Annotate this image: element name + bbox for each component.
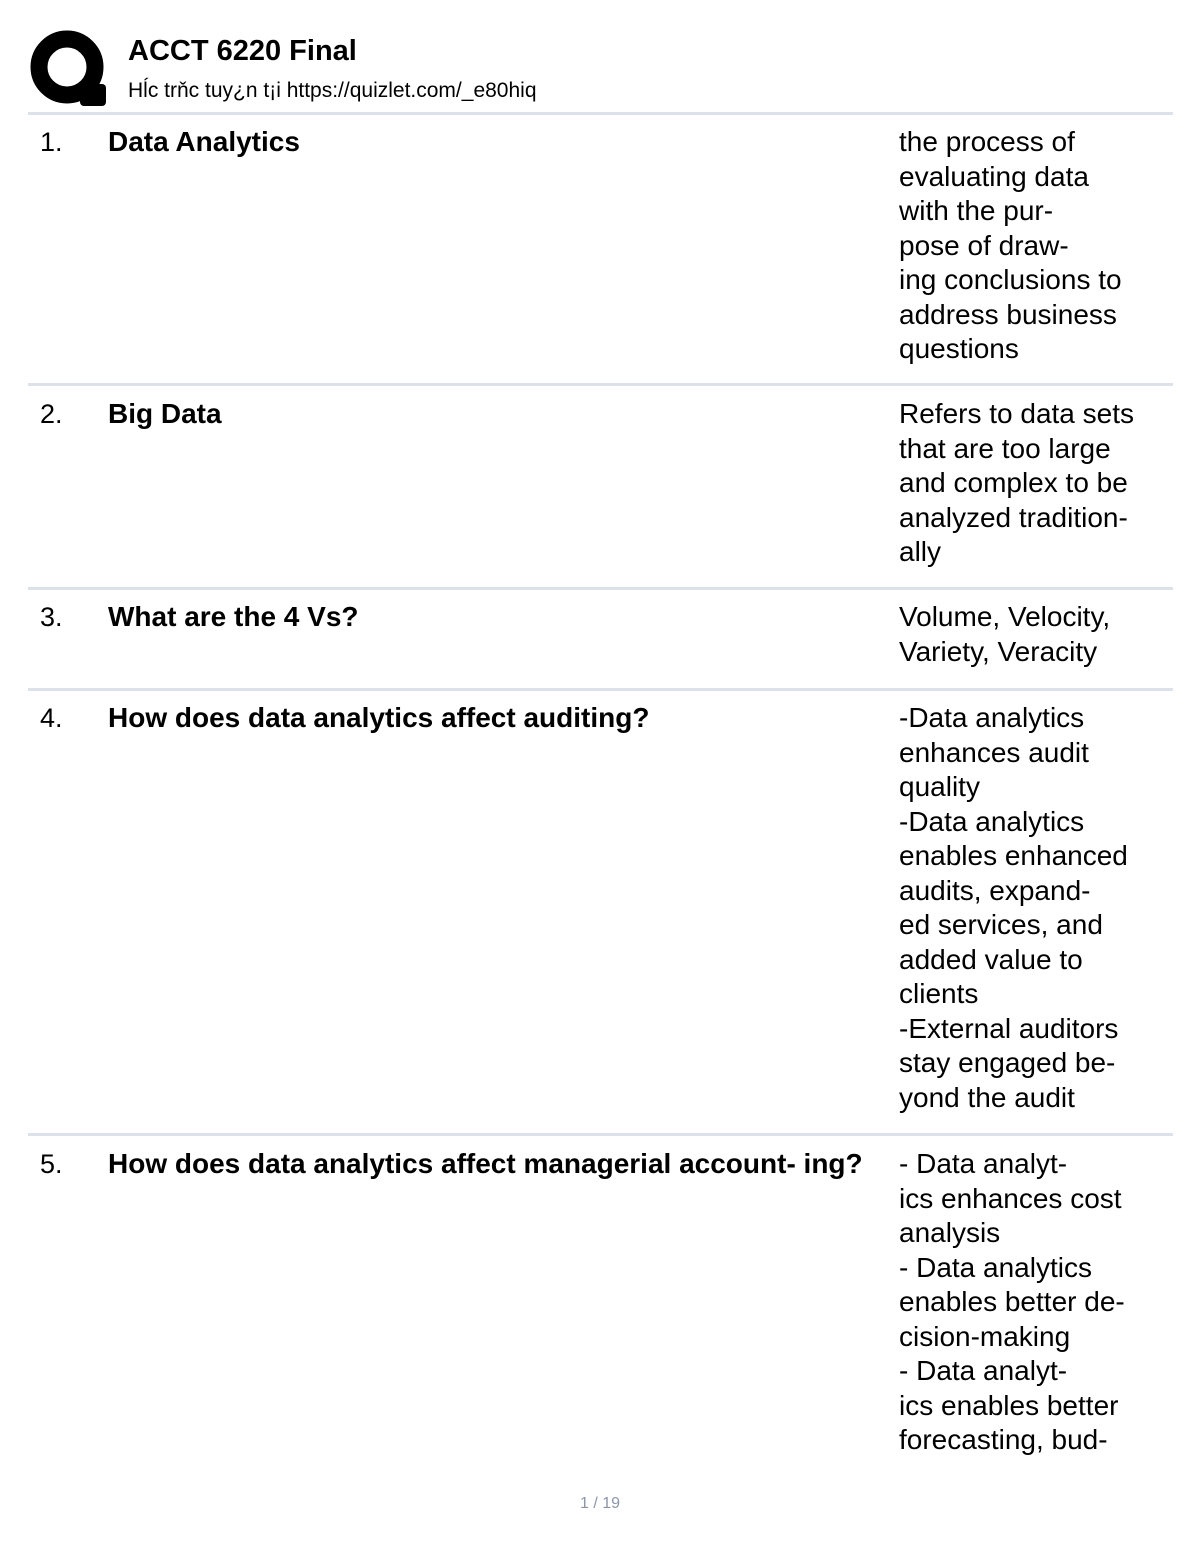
divider — [28, 1133, 1173, 1136]
card-definition: the process of evaluating data with the pur- pose of draw- ing conclusions to address business questions — [899, 126, 1122, 364]
card-term: Big Data — [108, 398, 222, 429]
card-definition: Refers to data sets that are too large and complex to be analyzed tradition- ally — [899, 398, 1135, 567]
card-number: 4. — [40, 703, 63, 733]
page-indicator: 1 / 19 — [579, 1495, 621, 1512]
card-definition: - Data analyt- ics enhances cost analysis - Data analytics enables better de- cision-making - Data analyt- ics enables better forecasting, bud- — [899, 1148, 1125, 1455]
card-term: What are the 4 Vs? — [108, 601, 359, 632]
divider — [28, 688, 1173, 691]
card-term: How does data analytics affect auditing? — [108, 702, 650, 733]
document-header — [30, 28, 1175, 112]
card-definition: -Data analytics enhances audit quality -Data analytics enables enhanced audits, expand- ed services, and added value to clients -External auditors stay engaged be- yond the audit — [899, 702, 1128, 1113]
card-definition: Volume, Velocity, Variety, Veracity — [899, 601, 1111, 667]
card-number: 2. — [40, 399, 63, 429]
divider — [28, 383, 1173, 386]
card-term: How does data analytics affect managerial account- ing? — [108, 1148, 863, 1179]
card-number: 3. — [40, 602, 63, 632]
card-number: 1. — [40, 127, 63, 157]
document-subtitle: Hĺc trňc tuy¿n t¡i https://quizlet.com/_e80hiq — [128, 79, 537, 102]
card-term: Data Analytics — [108, 126, 300, 157]
document-title: ACCT 6220 Final — [128, 35, 357, 67]
card-number: 5. — [40, 1149, 63, 1179]
divider — [28, 112, 1173, 115]
quizlet-q-icon — [30, 30, 108, 108]
divider — [28, 587, 1173, 590]
